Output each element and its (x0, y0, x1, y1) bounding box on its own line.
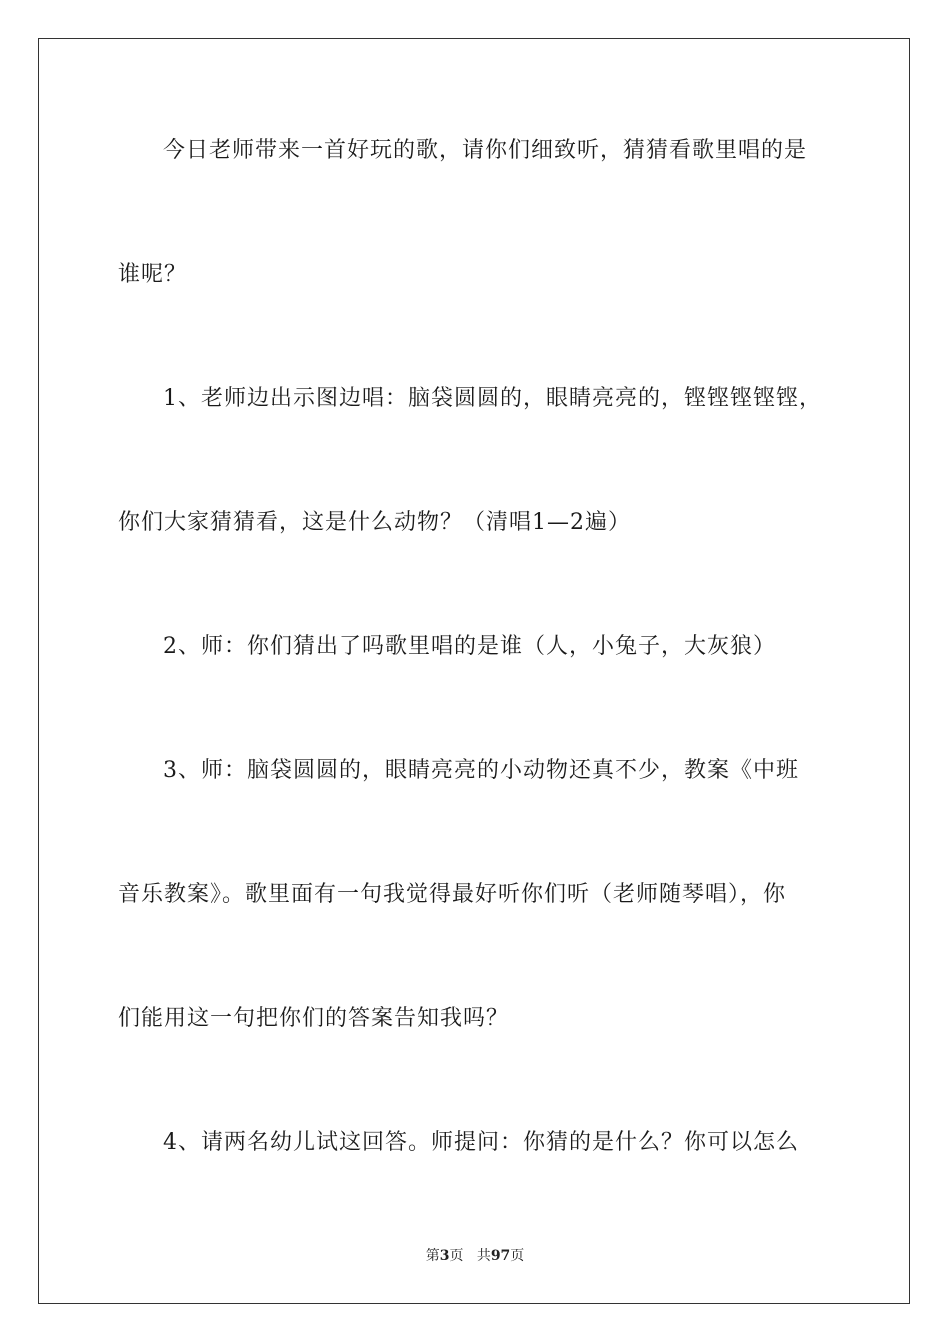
paragraph-line-2: 谁呢？ (118, 262, 188, 287)
paragraph-line-9: 4、请两名幼儿试这回答。师提问：你猜的是什么？你可以怎么 (163, 1130, 799, 1155)
page-suffix: 页 (449, 1248, 464, 1264)
total-suffix: 页 (510, 1248, 525, 1264)
paragraph-line-3: 1、老师边出示图边唱：脑袋圆圆的，眼睛亮亮的，铿铿铿铿铿， (163, 386, 822, 411)
paragraph-line-1: 今日老师带来一首好玩的歌，请你们细致听，猜猜看歌里唱的是 (163, 138, 808, 163)
paragraph-line-4: 你们大家猜猜看，这是什么动物？（清唱1—2遍） (118, 510, 631, 535)
total-prefix: 共 (476, 1248, 491, 1264)
paragraph-line-8: 们能用这一句把你们的答案告知我吗？ (118, 1006, 510, 1031)
paragraph-line-7: 音乐教案》。歌里面有一句我觉得最好听你们听（老师随琴唱），你 (118, 882, 787, 907)
total-pages: 97 (490, 1248, 511, 1264)
page-footer (0, 1246, 950, 1266)
paragraph-line-5: 2、师：你们猜出了吗歌里唱的是谁（人，小兔子，大灰狼） (163, 634, 776, 659)
paragraph-line-6: 3、师：脑袋圆圆的，眼睛亮亮的小动物还真不少，教案《中班 (163, 758, 799, 783)
page-prefix: 第 (425, 1248, 440, 1264)
page-number: 3 (439, 1248, 450, 1264)
page-border (38, 38, 910, 1304)
